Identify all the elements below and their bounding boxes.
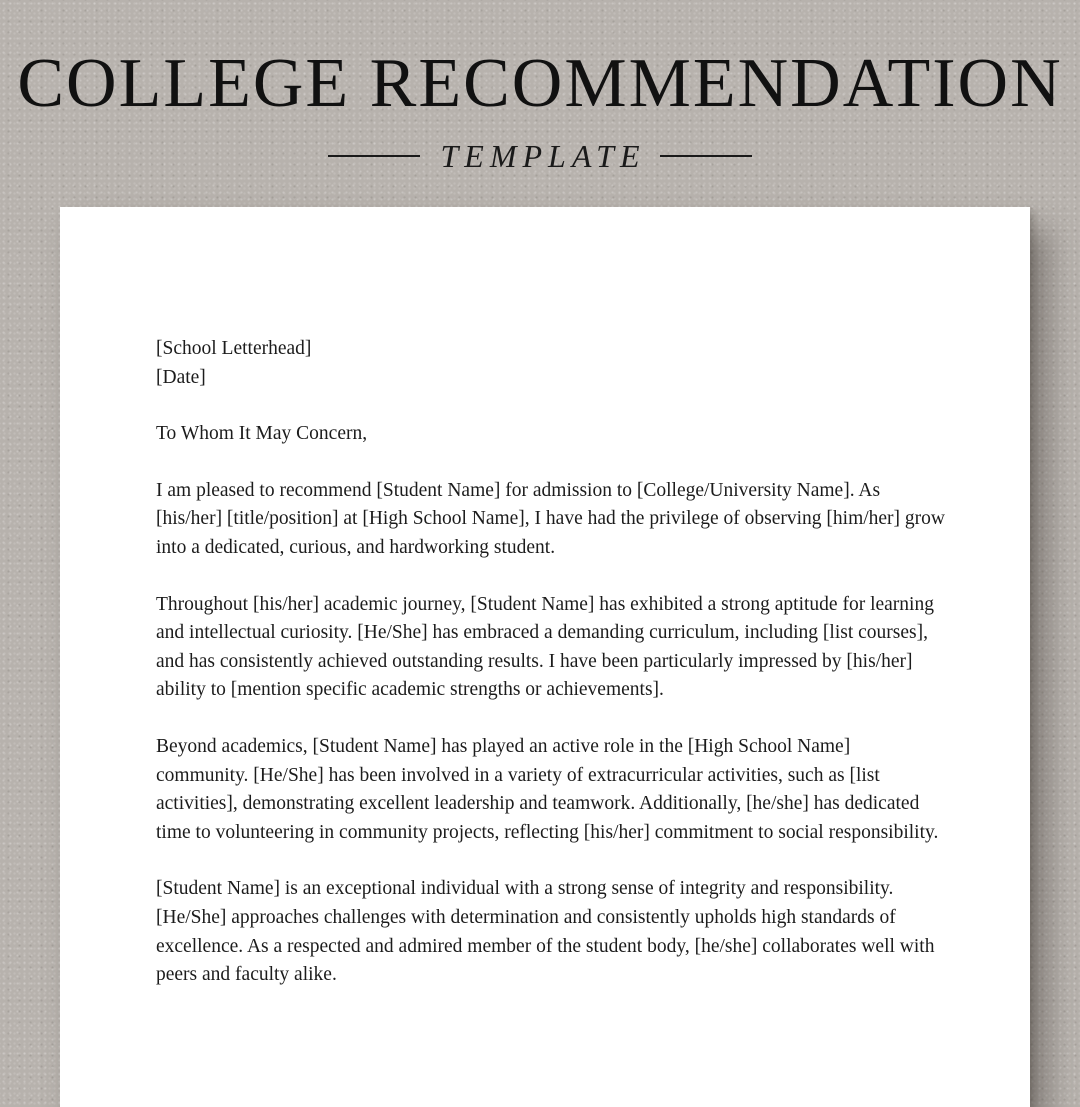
letter-header bbox=[156, 335, 946, 392]
left-divider bbox=[328, 155, 420, 157]
paragraph-extracurricular: Beyond academics, [Student Name] has played an active role in the [High School Name] community. [He/She] has been involved in a variety of extracurricular activities, such as [list activities], demonstrating excellent leadership and teamwork. Additionally, [he/she] has dedicated time to volunteering in community projects, reflecting [his/her] commitment to social responsibility. bbox=[156, 735, 939, 843]
right-divider bbox=[660, 155, 752, 157]
date-placeholder: [Date] bbox=[156, 366, 206, 388]
letter-body bbox=[156, 335, 946, 1018]
page-title: COLLEGE RECOMMENDATION bbox=[17, 45, 1063, 122]
paragraph-character: [Student Name] is an exceptional individual with a strong sense of integrity and responsibility. [He/She] approaches challenges with determination and consistently upholds high standards of excellence. As a respected and admired member of the student body, [he/she] collaborates well with peers and faculty alike. bbox=[156, 878, 935, 986]
letterhead-placeholder: [School Letterhead] bbox=[156, 338, 312, 359]
subtitle: TEMPLATE bbox=[440, 138, 646, 174]
paragraph-academics: Throughout [his/her] academic journey, [Student Name] has exhibited a strong aptitude for learning and intellectual curiosity. [He/She] has embraced a demanding curriculum, including [list courses], and has consistently achieved outstanding results. I have been particularly impressed by [his/her] ability to [mention specific academic strengths or achievements]. bbox=[156, 593, 934, 701]
letter-page bbox=[60, 207, 1030, 1107]
paragraph-introduction: I am pleased to recommend [Student Name] for admission to [College/University Name]. As [his/her] [title/position] at [High School Name], I have had the privilege of observing [him/her] grow into a dedicated, curious, and hardworking student. bbox=[156, 479, 945, 558]
subtitle-row bbox=[0, 136, 1080, 176]
salutation: To Whom It May Concern, bbox=[156, 423, 368, 445]
